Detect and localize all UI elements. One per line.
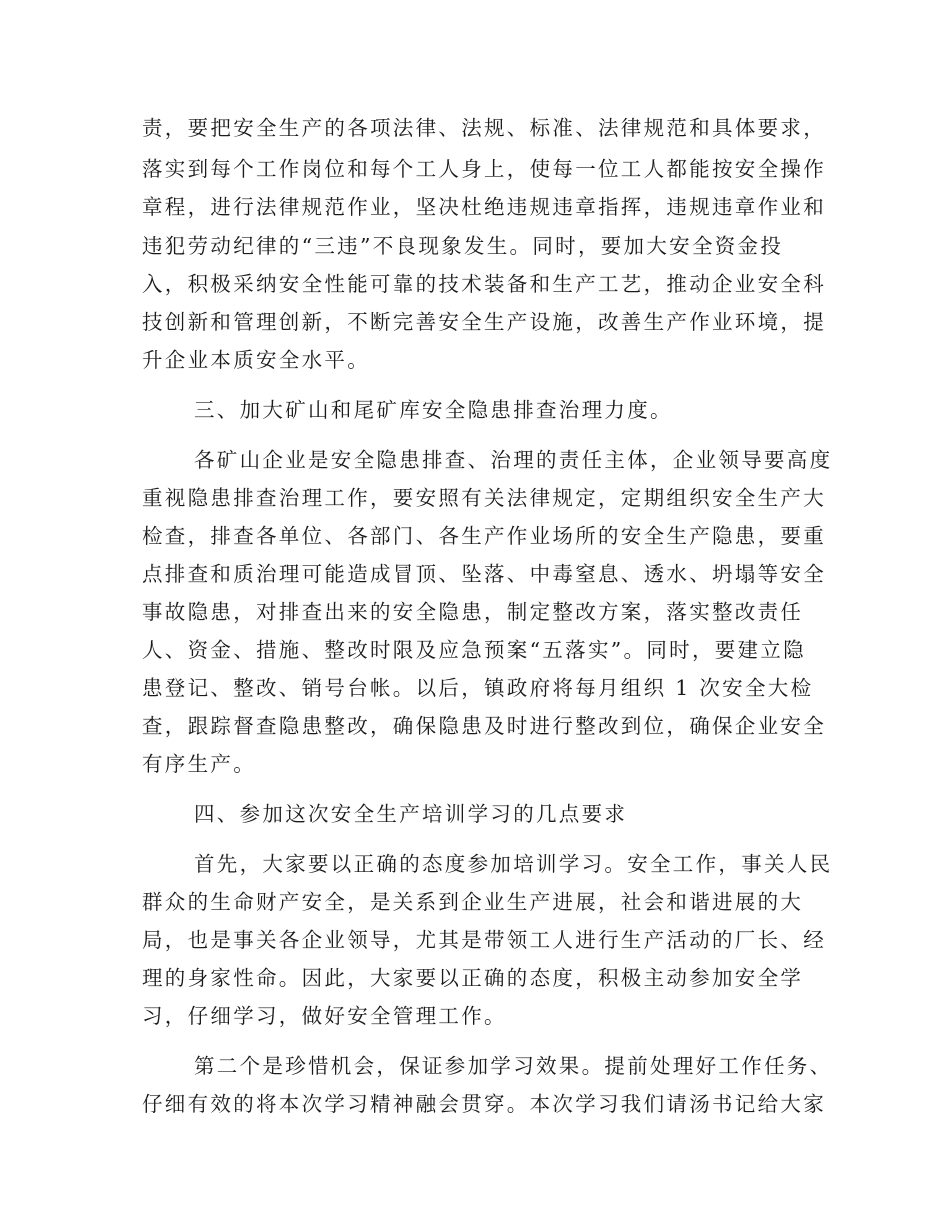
text-line: 群众的生命财产安全，是关系到企业生产进展，社会和谐进展的大 bbox=[142, 890, 804, 914]
text-line: 查，跟踪督查隐患整改，确保隐患及时进行整改到位，确保企业安全 bbox=[142, 714, 826, 738]
text-line: 各矿山企业是安全隐患排查、治理的责任主体，企业领导要高度 bbox=[194, 448, 833, 472]
text-line: 违犯劳动纪律的“三违”不良现象发生。同时，要加大安全资金投 bbox=[142, 234, 784, 258]
text-line: 技创新和管理创新，不断完善安全生产设施，改善生产作业环境，提 bbox=[142, 310, 826, 334]
text-line: 局，也是事关各企业领导，尤其是带领工人进行生产活动的厂长、经 bbox=[142, 928, 826, 952]
text-line: 重视隐患排查治理工作，要安照有关法律规定，定期组织安全生产大 bbox=[142, 486, 826, 510]
text-line: 习，仔细学习，做好安全管理工作。 bbox=[142, 1004, 507, 1028]
text-line: 检查，排查各单位、各部门、各生产作业场所的安全生产隐患，要重 bbox=[142, 524, 826, 548]
text-line: 患登记、整改、销号台帐。以后，镇政府将每月组织 1 次安全大检 bbox=[142, 676, 814, 700]
text-line: 点排查和质治理可能造成冒顶、坠落、中毒窒息、透水、坍塌等安全 bbox=[142, 562, 826, 586]
text-line: 入，积极采纳安全性能可靠的技术装备和生产工艺，推动企业安全科 bbox=[142, 272, 826, 296]
text-line: 仔细有效的将本次学习精神融会贯穿。本次学习我们请汤书记给大家 bbox=[142, 1092, 826, 1116]
text-line: 落实到每个工作岗位和每个工人身上，使每一位工人都能按安全操作 bbox=[142, 157, 826, 181]
text-line: 有序生产。 bbox=[142, 752, 256, 776]
text-line: 首先，大家要以正确的态度参加培训学习。安全工作，事关人民 bbox=[194, 852, 833, 876]
text-line: 事故隐患，对排查出来的安全隐患，制定整改方案，落实整改责任 bbox=[142, 600, 804, 624]
text-line: 第二个是珍惜机会，保证参加学习效果。提前处理好工作任务、 bbox=[194, 1054, 833, 1078]
text-line: 升企业本质安全水平。 bbox=[142, 348, 370, 372]
section-heading: 四、参加这次安全生产培训学习的几点要求 bbox=[194, 802, 628, 826]
section-heading: 三、加大矿山和尾矿库安全隐患排查治理力度。 bbox=[194, 398, 673, 422]
text-line: 理的身家性命。因此，大家要以正确的态度，积极主动参加安全学 bbox=[142, 966, 804, 990]
text-line: 人、资金、措施、整改时限及应急预案“五落实”。同时，要建立隐 bbox=[142, 638, 806, 662]
text-line: 章程，进行法律规范作业，坚决杜绝违规违章指挥，违规违章作业和 bbox=[142, 195, 826, 219]
text-line: 责，要把安全生产的各项法律、法规、标准、法律规范和具体要求， bbox=[142, 116, 826, 140]
